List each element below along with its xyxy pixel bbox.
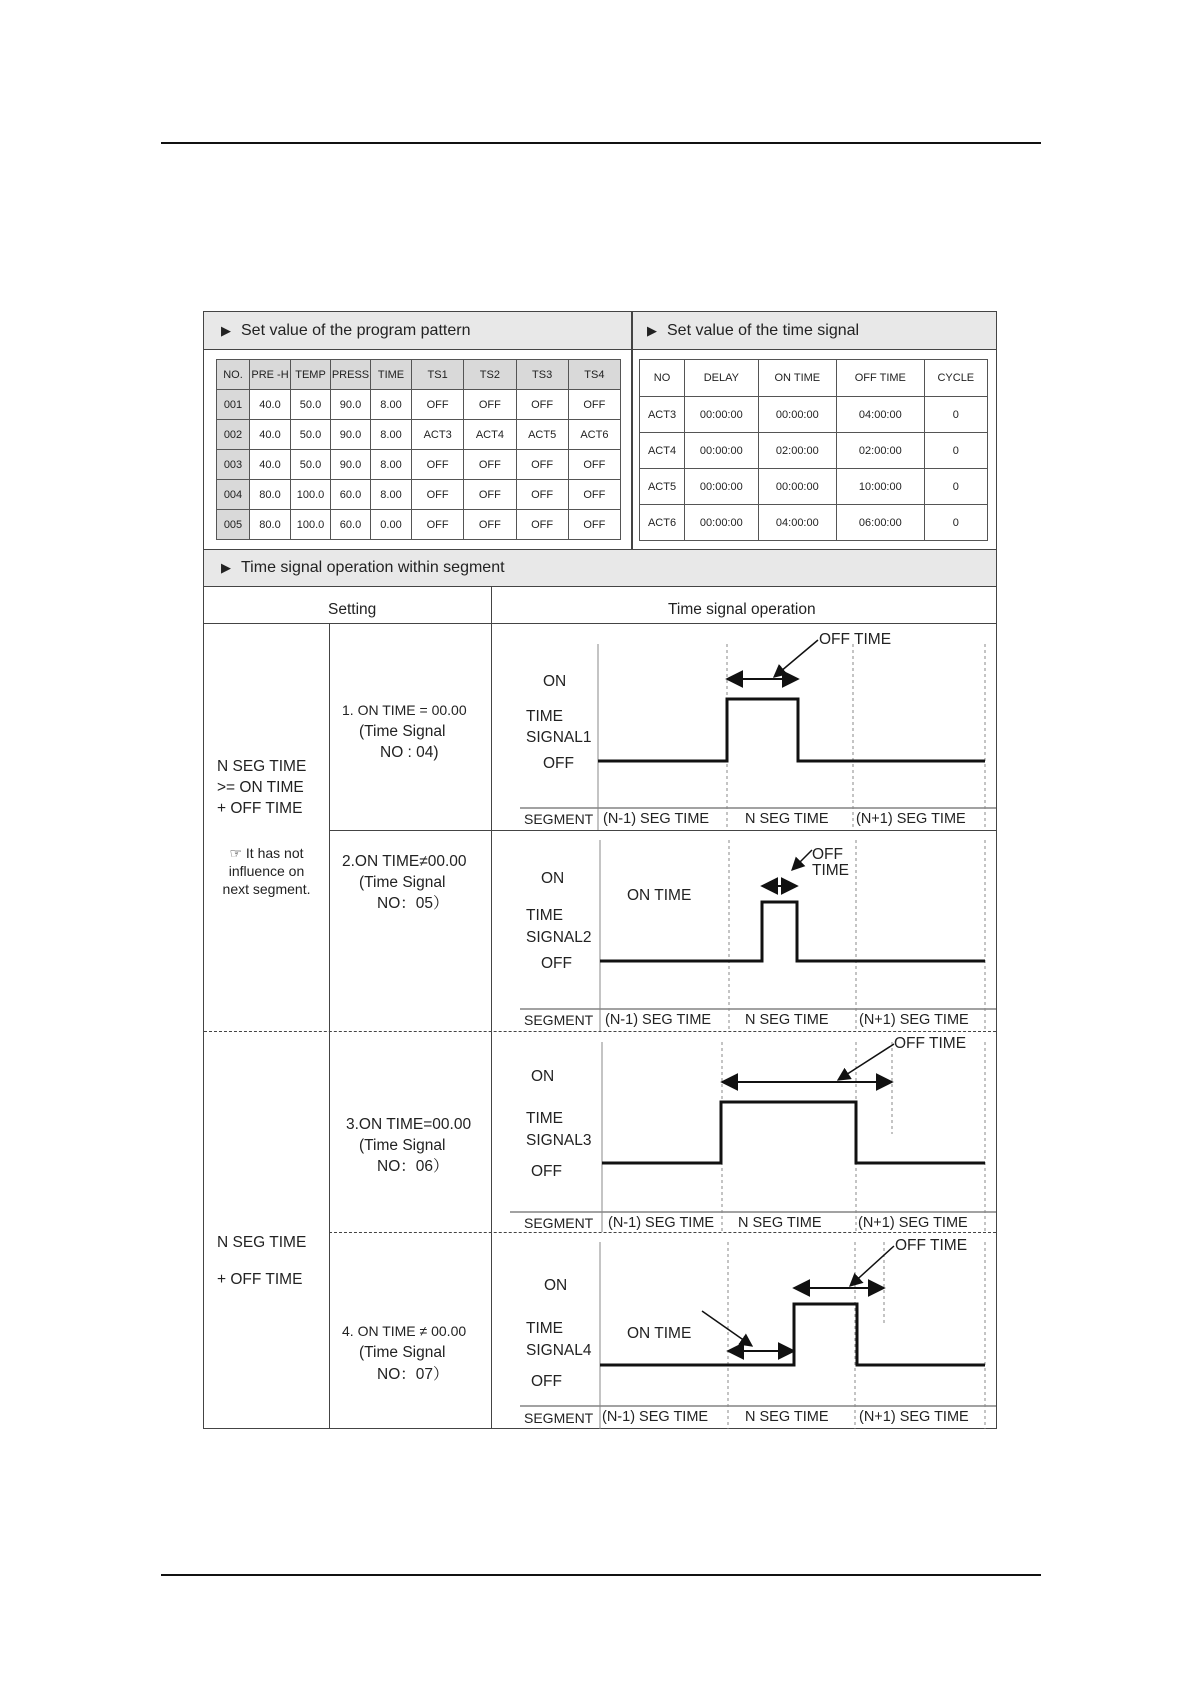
table-cell: OFF — [516, 510, 568, 540]
table-cell: 8.00 — [371, 450, 412, 480]
signal-label: SIGNAL4 — [526, 1342, 592, 1359]
prev-seg-label: (N-1) SEG TIME — [608, 1215, 715, 1231]
table-cell: 00:00:00 — [685, 433, 759, 469]
off-time-label: OFF TIME — [819, 631, 892, 648]
table-cell: ACT3 — [640, 397, 685, 433]
cur-seg-label: N SEG TIME — [738, 1215, 822, 1231]
col-header: TS1 — [412, 360, 464, 390]
table-cell: 60.0 — [331, 510, 371, 540]
col-header: TEMP — [291, 360, 331, 390]
case2-setting: 2.ON TIME≠00.00 (Time Signal NO：05） — [342, 853, 467, 912]
diagram-signal3 — [510, 1035, 996, 1232]
cur-seg-label: N SEG TIME — [745, 1012, 829, 1028]
table-cell: 005 — [217, 510, 250, 540]
time-signal-title: ▶ Set value of the time signal — [647, 322, 860, 339]
table-cell: 04:00:00 — [837, 397, 925, 433]
off-time-label-line1: OFF — [812, 846, 843, 863]
footer-rule — [161, 1574, 1041, 1576]
table-row — [640, 505, 988, 541]
table-row — [217, 450, 621, 480]
table-cell: OFF — [568, 390, 620, 420]
table-row — [640, 433, 988, 469]
table-cell: 50.0 — [291, 420, 331, 450]
table-cell: 00:00:00 — [685, 469, 759, 505]
top-divider — [631, 312, 633, 550]
table-row — [640, 397, 988, 433]
table-cell: 90.0 — [331, 450, 371, 480]
on-label: ON — [531, 1068, 555, 1085]
table-cell: 100.0 — [291, 510, 331, 540]
col-header: TS2 — [464, 360, 516, 390]
table-cell: OFF — [412, 450, 464, 480]
col-header: NO — [640, 360, 685, 397]
col-header: OFF TIME — [837, 360, 925, 397]
table-row — [217, 390, 621, 420]
table-cell: 8.00 — [371, 480, 412, 510]
cur-seg-label: N SEG TIME — [745, 811, 829, 827]
on-label: ON — [543, 673, 567, 690]
prev-seg-label: (N-1) SEG TIME — [603, 811, 710, 827]
table-cell: OFF — [412, 390, 464, 420]
diagram-signal1 — [520, 631, 996, 830]
table-cell: OFF — [516, 480, 568, 510]
table-cell: 001 — [217, 390, 250, 420]
table-cell: 50.0 — [291, 450, 331, 480]
table-cell: OFF — [464, 480, 516, 510]
operation-header: Time signal operation — [668, 601, 816, 618]
table-cell: OFF — [568, 510, 620, 540]
table-cell: 00:00:00 — [758, 397, 836, 433]
segment-label: SEGMENT — [524, 1012, 594, 1028]
setting-header: Setting — [328, 601, 377, 618]
table-cell: OFF — [568, 480, 620, 510]
table-cell: 40.0 — [250, 420, 291, 450]
col-header: TIME — [371, 360, 412, 390]
table-cell: 002 — [217, 420, 250, 450]
table-cell: 0.00 — [371, 510, 412, 540]
signal-label: TIME — [526, 1110, 564, 1127]
table-cell: 0 — [924, 505, 987, 541]
table-cell: 8.00 — [371, 390, 412, 420]
next-seg-label: (N+1) SEG TIME — [856, 811, 966, 827]
next-seg-label: (N+1) SEG TIME — [858, 1215, 968, 1231]
on-label: ON — [541, 870, 565, 887]
header-rule — [161, 142, 1041, 144]
segment-label: SEGMENT — [524, 1215, 594, 1231]
group1-note: ☞ It has not influence on next segment. — [222, 845, 311, 897]
segment-label: SEGMENT — [524, 811, 594, 827]
table-cell: ACT6 — [568, 420, 620, 450]
next-seg-label: (N+1) SEG TIME — [859, 1409, 969, 1425]
diagram-signal4 — [520, 1237, 996, 1429]
group2-condition: N SEG TIME + OFF TIME — [217, 1234, 307, 1288]
table-cell: 02:00:00 — [758, 433, 836, 469]
signal-label: TIME — [526, 708, 564, 725]
on-label: ON — [544, 1277, 568, 1294]
prev-seg-label: (N-1) SEG TIME — [605, 1012, 712, 1028]
operation-title: ▶ Time signal operation within segment — [221, 559, 505, 576]
table-cell: 60.0 — [331, 480, 371, 510]
diagram-signal2 — [520, 840, 996, 1031]
table-cell: 0 — [924, 397, 987, 433]
table-cell: 02:00:00 — [837, 433, 925, 469]
table-cell: ACT4 — [640, 433, 685, 469]
table-cell: OFF — [412, 510, 464, 540]
group1-condition: N SEG TIME >= ON TIME + OFF TIME — [217, 758, 307, 817]
off-label: OFF — [531, 1373, 562, 1390]
table-cell: 100.0 — [291, 480, 331, 510]
table-cell: 80.0 — [250, 480, 291, 510]
table-cell: 0 — [924, 469, 987, 505]
prev-seg-label: (N-1) SEG TIME — [602, 1409, 709, 1425]
table-cell: OFF — [464, 510, 516, 540]
table-row — [217, 480, 621, 510]
off-time-label: OFF TIME — [894, 1035, 967, 1052]
table-cell: OFF — [464, 390, 516, 420]
case1-setting: 1. ON TIME = 00.00 (Time Signal NO : 04) — [342, 702, 467, 761]
table-cell: 40.0 — [250, 390, 291, 420]
table-cell: ACT5 — [640, 469, 685, 505]
timing-diagrams — [492, 624, 996, 1429]
table-cell: 90.0 — [331, 420, 371, 450]
signal-label: TIME — [526, 907, 564, 924]
program-pattern-table — [216, 359, 621, 540]
col-header: TS4 — [568, 360, 620, 390]
col-header: PRESS — [331, 360, 371, 390]
table-cell: ACT4 — [464, 420, 516, 450]
table-cell: OFF — [516, 390, 568, 420]
cur-seg-label: N SEG TIME — [745, 1409, 829, 1425]
signal-label: SIGNAL3 — [526, 1132, 592, 1149]
table-cell: 40.0 — [250, 450, 291, 480]
table-row — [217, 420, 621, 450]
table-cell: 06:00:00 — [837, 505, 925, 541]
off-label: OFF — [543, 755, 574, 772]
program-pattern-title: ▶ Set value of the program pattern — [221, 322, 471, 339]
col-header: TS3 — [516, 360, 568, 390]
table-cell: 04:00:00 — [758, 505, 836, 541]
signal-label: SIGNAL2 — [526, 929, 592, 946]
table-cell: ACT3 — [412, 420, 464, 450]
col-header: NO. — [217, 360, 250, 390]
table-cell: ACT5 — [516, 420, 568, 450]
case3-setting: 3.ON TIME=00.00 (Time Signal NO：06） — [346, 1116, 472, 1175]
off-time-label: OFF TIME — [895, 1237, 968, 1254]
col-header: PRE -H — [250, 360, 291, 390]
table-cell: OFF — [516, 450, 568, 480]
off-label: OFF — [541, 955, 572, 972]
time-signal-table — [639, 359, 988, 541]
next-seg-label: (N+1) SEG TIME — [859, 1012, 969, 1028]
case4-setting: 4. ON TIME ≠ 00.00 (Time Signal NO：07） — [342, 1323, 467, 1383]
table-cell: 00:00:00 — [758, 469, 836, 505]
table-row — [640, 469, 988, 505]
table-cell: 10:00:00 — [837, 469, 925, 505]
col-header: CYCLE — [924, 360, 987, 397]
condition-column-divider — [329, 623, 330, 1429]
table-cell: 004 — [217, 480, 250, 510]
table-cell: 80.0 — [250, 510, 291, 540]
table-cell: 8.00 — [371, 420, 412, 450]
document-frame — [203, 311, 997, 1429]
col-header: DELAY — [685, 360, 759, 397]
off-label: OFF — [531, 1163, 562, 1180]
table-cell: 90.0 — [331, 390, 371, 420]
off-time-label-line2: TIME — [812, 862, 850, 879]
table-cell: OFF — [464, 450, 516, 480]
signal-label: SIGNAL1 — [526, 729, 592, 746]
table-cell: 00:00:00 — [685, 505, 759, 541]
table-cell: 003 — [217, 450, 250, 480]
col-header: ON TIME — [758, 360, 836, 397]
table-cell: OFF — [568, 450, 620, 480]
signal-label: TIME — [526, 1320, 564, 1337]
table-cell: OFF — [412, 480, 464, 510]
table-cell: 00:00:00 — [685, 397, 759, 433]
on-time-label: ON TIME — [627, 887, 692, 904]
table-cell: ACT6 — [640, 505, 685, 541]
table-row — [217, 510, 621, 540]
on-time-label: ON TIME — [627, 1325, 692, 1342]
segment-label: SEGMENT — [524, 1410, 594, 1426]
table-cell: 0 — [924, 433, 987, 469]
table-cell: 50.0 — [291, 390, 331, 420]
